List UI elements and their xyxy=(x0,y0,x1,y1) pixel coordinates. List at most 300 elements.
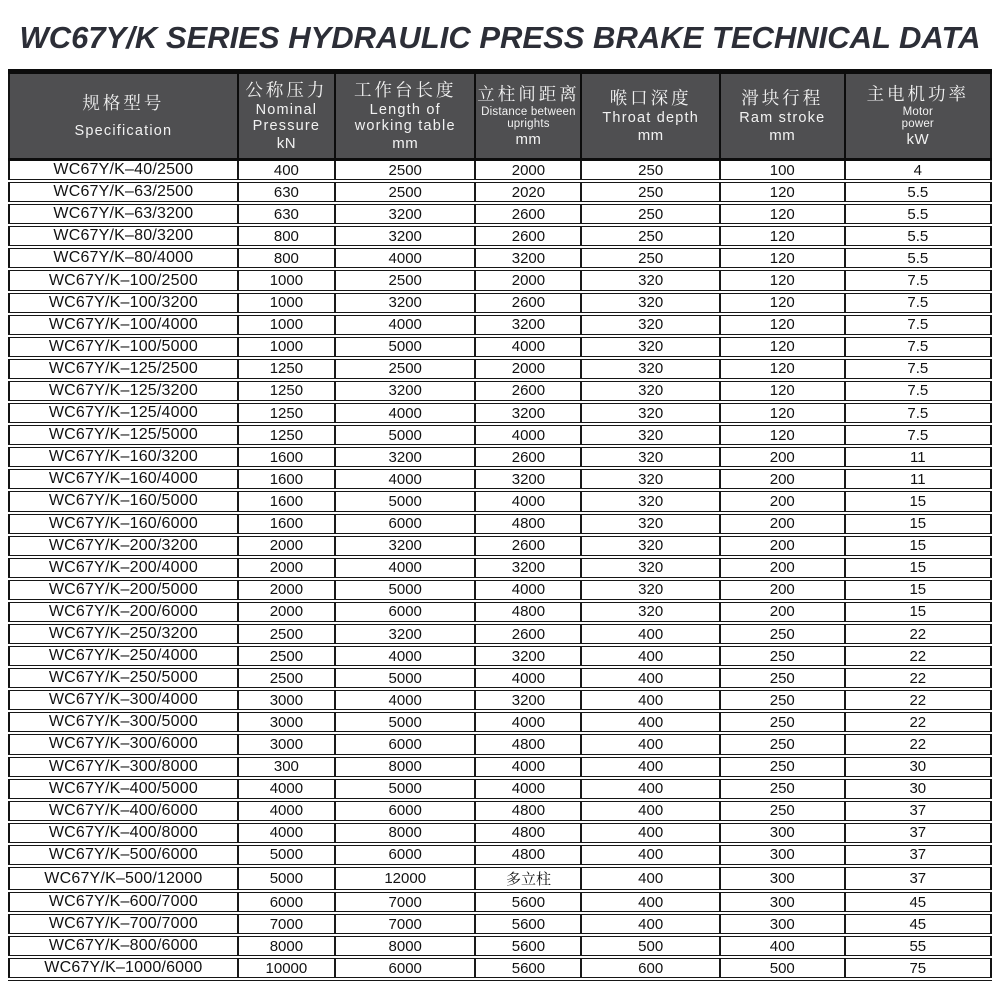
table-row xyxy=(9,446,991,468)
value-cell: 300 xyxy=(720,822,845,844)
table-row xyxy=(9,689,991,711)
value-cell: 1250 xyxy=(238,358,335,380)
value-cell: 400 xyxy=(238,160,335,182)
table-row xyxy=(9,822,991,844)
value-cell: 7000 xyxy=(335,891,475,913)
spec-cell: WC67Y/K–200/3200 xyxy=(9,535,238,557)
value-cell: 11 xyxy=(845,468,991,490)
column-header-0 xyxy=(9,72,238,160)
value-cell: 2600 xyxy=(475,380,581,402)
value-cell: 400 xyxy=(581,645,719,667)
table-row xyxy=(9,247,991,269)
value-cell: 5.5 xyxy=(845,247,991,269)
value-cell: 37 xyxy=(845,822,991,844)
column-header-6 xyxy=(845,72,991,160)
value-cell: 3000 xyxy=(238,711,335,733)
header-label-zh: 滑块行程 xyxy=(741,87,824,108)
value-cell: 200 xyxy=(720,468,845,490)
table-row xyxy=(9,513,991,535)
value-cell: 6000 xyxy=(335,513,475,535)
value-cell: 3200 xyxy=(335,446,475,468)
value-cell: 4800 xyxy=(475,844,581,866)
table-row xyxy=(9,358,991,380)
value-cell: 15 xyxy=(845,535,991,557)
value-cell: 30 xyxy=(845,756,991,778)
header-label-en: working table xyxy=(354,118,456,135)
value-cell: 7.5 xyxy=(845,380,991,402)
value-cell: 2020 xyxy=(475,181,581,203)
value-cell: 2500 xyxy=(238,645,335,667)
value-cell: 1600 xyxy=(238,490,335,512)
value-cell: 320 xyxy=(581,380,719,402)
table-row xyxy=(9,866,991,891)
value-cell: 320 xyxy=(581,557,719,579)
spec-cell: WC67Y/K–160/6000 xyxy=(9,513,238,535)
value-cell: 120 xyxy=(720,424,845,446)
value-cell: 200 xyxy=(720,535,845,557)
value-cell: 5.5 xyxy=(845,181,991,203)
value-cell: 120 xyxy=(720,247,845,269)
table-row xyxy=(9,535,991,557)
value-cell: 2600 xyxy=(475,446,581,468)
value-cell: 200 xyxy=(720,513,845,535)
value-cell: 250 xyxy=(720,778,845,800)
value-cell: 3200 xyxy=(335,535,475,557)
value-cell: 120 xyxy=(720,269,845,291)
spec-cell: WC67Y/K–63/2500 xyxy=(9,181,238,203)
value-cell: 2000 xyxy=(238,579,335,601)
value-cell: 250 xyxy=(720,756,845,778)
table-row xyxy=(9,203,991,225)
value-cell: 400 xyxy=(581,891,719,913)
value-cell: 2500 xyxy=(335,269,475,291)
spec-cell: WC67Y/K–200/5000 xyxy=(9,579,238,601)
value-cell: 5000 xyxy=(335,579,475,601)
value-cell: 320 xyxy=(581,269,719,291)
value-cell: 15 xyxy=(845,513,991,535)
value-cell: 7000 xyxy=(238,913,335,935)
value-cell: 320 xyxy=(581,468,719,490)
table-row xyxy=(9,181,991,203)
value-cell: 400 xyxy=(581,778,719,800)
header-unit: kN xyxy=(276,135,297,153)
value-cell: 3200 xyxy=(335,380,475,402)
header-label-en: Distance between xyxy=(481,105,576,118)
table-row xyxy=(9,711,991,733)
value-cell: 300 xyxy=(720,866,845,891)
value-cell: 120 xyxy=(720,225,845,247)
table-row xyxy=(9,336,991,358)
value-cell: 4000 xyxy=(335,247,475,269)
column-header-3 xyxy=(475,72,581,160)
value-cell: 2600 xyxy=(475,535,581,557)
value-cell: 400 xyxy=(581,667,719,689)
value-cell: 4000 xyxy=(238,778,335,800)
header-unit: mm xyxy=(392,135,419,153)
value-cell: 22 xyxy=(845,711,991,733)
spec-cell: WC67Y/K–600/7000 xyxy=(9,891,238,913)
header-label-zh: 规格型号 xyxy=(82,92,165,113)
value-cell: 7000 xyxy=(335,913,475,935)
header-label-zh: 工作台长度 xyxy=(353,79,457,100)
value-cell: 5600 xyxy=(475,891,581,913)
spec-cell: WC67Y/K–400/8000 xyxy=(9,822,238,844)
value-cell: 320 xyxy=(581,513,719,535)
value-cell: 8000 xyxy=(335,935,475,957)
header-unit: kW xyxy=(906,131,930,149)
value-cell: 22 xyxy=(845,733,991,755)
table-row xyxy=(9,468,991,490)
spec-cell: WC67Y/K–125/5000 xyxy=(9,424,238,446)
value-cell: 5600 xyxy=(475,957,581,979)
value-cell: 120 xyxy=(720,358,845,380)
value-cell: 3200 xyxy=(475,689,581,711)
value-cell: 320 xyxy=(581,446,719,468)
value-cell: 300 xyxy=(720,913,845,935)
value-cell: 1250 xyxy=(238,424,335,446)
spec-cell: WC67Y/K–125/4000 xyxy=(9,402,238,424)
value-cell: 320 xyxy=(581,336,719,358)
header-label-en: Nominal xyxy=(255,101,318,118)
value-cell: 250 xyxy=(720,645,845,667)
spec-cell: WC67Y/K–160/3200 xyxy=(9,446,238,468)
value-cell: 320 xyxy=(581,535,719,557)
value-cell: 1000 xyxy=(238,336,335,358)
value-cell: 15 xyxy=(845,579,991,601)
table-row xyxy=(9,424,991,446)
value-cell: 4000 xyxy=(335,314,475,336)
value-cell: 4000 xyxy=(335,689,475,711)
value-cell: 2500 xyxy=(238,667,335,689)
value-cell: 4000 xyxy=(335,557,475,579)
value-cell: 3200 xyxy=(475,247,581,269)
value-cell: 1000 xyxy=(238,269,335,291)
value-cell: 200 xyxy=(720,490,845,512)
technical-data-table xyxy=(8,69,992,981)
value-cell: 300 xyxy=(238,756,335,778)
value-cell: 2000 xyxy=(475,269,581,291)
value-cell: 250 xyxy=(720,800,845,822)
header-label-en: Ram stroke xyxy=(739,110,826,127)
table-row xyxy=(9,292,991,314)
value-cell: 400 xyxy=(720,935,845,957)
value-cell: 4000 xyxy=(475,579,581,601)
value-cell: 100 xyxy=(720,160,845,182)
value-cell: 400 xyxy=(581,844,719,866)
value-cell: 250 xyxy=(581,203,719,225)
value-cell: 3200 xyxy=(475,468,581,490)
value-cell: 320 xyxy=(581,402,719,424)
header-row xyxy=(9,72,991,160)
spec-cell: WC67Y/K–400/6000 xyxy=(9,800,238,822)
value-cell: 6000 xyxy=(335,800,475,822)
value-cell: 120 xyxy=(720,292,845,314)
value-cell: 11 xyxy=(845,446,991,468)
table-row xyxy=(9,579,991,601)
value-cell: 2600 xyxy=(475,225,581,247)
value-cell: 120 xyxy=(720,380,845,402)
value-cell: 400 xyxy=(581,689,719,711)
header-label-en: Pressure xyxy=(252,118,321,135)
value-cell: 600 xyxy=(581,957,719,979)
value-cell: 2600 xyxy=(475,292,581,314)
spec-cell: WC67Y/K–125/3200 xyxy=(9,380,238,402)
value-cell: 1600 xyxy=(238,468,335,490)
spec-cell: WC67Y/K–400/5000 xyxy=(9,778,238,800)
value-cell: 250 xyxy=(720,689,845,711)
value-cell: 4000 xyxy=(475,711,581,733)
header-label-en: Specification xyxy=(74,122,173,139)
value-cell: 250 xyxy=(581,160,719,182)
value-cell: 630 xyxy=(238,203,335,225)
spec-cell: WC67Y/K–200/6000 xyxy=(9,601,238,623)
table-row xyxy=(9,402,991,424)
value-cell: 22 xyxy=(845,689,991,711)
value-cell: 22 xyxy=(845,623,991,645)
value-cell: 500 xyxy=(581,935,719,957)
value-cell: 2600 xyxy=(475,203,581,225)
value-cell: 250 xyxy=(720,733,845,755)
table-row xyxy=(9,935,991,957)
value-cell: 7.5 xyxy=(845,336,991,358)
value-cell: 5000 xyxy=(238,866,335,891)
spec-cell: WC67Y/K–100/5000 xyxy=(9,336,238,358)
value-cell: 12000 xyxy=(335,866,475,891)
value-cell: 37 xyxy=(845,844,991,866)
value-cell: 4000 xyxy=(475,778,581,800)
spec-cell: WC67Y/K–125/2500 xyxy=(9,358,238,380)
header-unit: mm xyxy=(769,126,796,144)
spec-cell: WC67Y/K–160/5000 xyxy=(9,490,238,512)
value-cell: 7.5 xyxy=(845,269,991,291)
header-label-en: Throat depth xyxy=(602,110,699,127)
value-cell: 37 xyxy=(845,866,991,891)
spec-cell: WC67Y/K–200/4000 xyxy=(9,557,238,579)
column-header-1 xyxy=(238,72,335,160)
value-cell: 5000 xyxy=(335,778,475,800)
table-row xyxy=(9,557,991,579)
table-row xyxy=(9,913,991,935)
value-cell: 250 xyxy=(581,225,719,247)
value-cell: 400 xyxy=(581,711,719,733)
spec-cell: WC67Y/K–250/5000 xyxy=(9,667,238,689)
table-row xyxy=(9,957,991,979)
value-cell: 4000 xyxy=(238,800,335,822)
header-unit: mm xyxy=(515,131,542,149)
value-cell: 320 xyxy=(581,358,719,380)
spec-cell: WC67Y/K–80/3200 xyxy=(9,225,238,247)
value-cell: 15 xyxy=(845,557,991,579)
value-cell: 3200 xyxy=(335,292,475,314)
value-cell: 2500 xyxy=(335,358,475,380)
value-cell: 6000 xyxy=(335,601,475,623)
value-cell: 2000 xyxy=(475,358,581,380)
value-cell: 3200 xyxy=(475,314,581,336)
value-cell: 320 xyxy=(581,292,719,314)
table-body xyxy=(9,160,991,980)
spec-cell: WC67Y/K–250/3200 xyxy=(9,623,238,645)
table-row xyxy=(9,733,991,755)
value-cell: 7.5 xyxy=(845,314,991,336)
value-cell: 3200 xyxy=(335,225,475,247)
value-cell: 5600 xyxy=(475,935,581,957)
column-header-4 xyxy=(581,72,719,160)
value-cell: 4000 xyxy=(475,667,581,689)
value-cell: 400 xyxy=(581,913,719,935)
value-cell: 2000 xyxy=(475,160,581,182)
value-cell: 5000 xyxy=(335,336,475,358)
header-label-zh: 主电机功率 xyxy=(866,83,970,104)
value-cell: 120 xyxy=(720,402,845,424)
value-cell: 300 xyxy=(720,844,845,866)
value-cell: 3200 xyxy=(475,402,581,424)
value-cell: 1000 xyxy=(238,314,335,336)
value-cell: 5000 xyxy=(335,667,475,689)
table-row xyxy=(9,269,991,291)
value-cell: 4800 xyxy=(475,601,581,623)
value-cell: 400 xyxy=(581,800,719,822)
value-cell: 5.5 xyxy=(845,203,991,225)
value-cell: 3200 xyxy=(475,557,581,579)
value-cell: 4800 xyxy=(475,800,581,822)
header-label-zh: 立柱间距离 xyxy=(477,83,580,104)
table-row xyxy=(9,380,991,402)
spec-cell: WC67Y/K–300/5000 xyxy=(9,711,238,733)
table-header xyxy=(9,72,991,160)
spec-cell: WC67Y/K–800/6000 xyxy=(9,935,238,957)
table-row xyxy=(9,800,991,822)
value-cell: 4 xyxy=(845,160,991,182)
value-cell: 8000 xyxy=(335,822,475,844)
value-cell: 多立柱 xyxy=(475,866,581,891)
value-cell: 4000 xyxy=(475,490,581,512)
value-cell: 10000 xyxy=(238,957,335,979)
value-cell: 75 xyxy=(845,957,991,979)
value-cell: 200 xyxy=(720,557,845,579)
value-cell: 4000 xyxy=(238,822,335,844)
value-cell: 2500 xyxy=(335,160,475,182)
value-cell: 320 xyxy=(581,490,719,512)
table-row xyxy=(9,490,991,512)
value-cell: 200 xyxy=(720,579,845,601)
value-cell: 45 xyxy=(845,891,991,913)
value-cell: 320 xyxy=(581,601,719,623)
value-cell: 400 xyxy=(581,623,719,645)
value-cell: 320 xyxy=(581,314,719,336)
value-cell: 250 xyxy=(720,667,845,689)
table-row xyxy=(9,778,991,800)
spec-cell: WC67Y/K–250/4000 xyxy=(9,645,238,667)
table-row xyxy=(9,891,991,913)
value-cell: 250 xyxy=(720,711,845,733)
value-cell: 2500 xyxy=(335,181,475,203)
value-cell: 630 xyxy=(238,181,335,203)
spec-cell: WC67Y/K–100/2500 xyxy=(9,269,238,291)
value-cell: 5.5 xyxy=(845,225,991,247)
header-label-zh: 喉口深度 xyxy=(609,87,692,108)
value-cell: 15 xyxy=(845,601,991,623)
value-cell: 37 xyxy=(845,800,991,822)
value-cell: 22 xyxy=(845,645,991,667)
value-cell: 30 xyxy=(845,778,991,800)
spec-cell: WC67Y/K–300/8000 xyxy=(9,756,238,778)
value-cell: 3200 xyxy=(335,623,475,645)
value-cell: 5000 xyxy=(335,424,475,446)
value-cell: 7.5 xyxy=(845,358,991,380)
table-row xyxy=(9,314,991,336)
spec-cell: WC67Y/K–100/3200 xyxy=(9,292,238,314)
spec-cell: WC67Y/K–63/3200 xyxy=(9,203,238,225)
value-cell: 400 xyxy=(581,733,719,755)
value-cell: 3000 xyxy=(238,689,335,711)
value-cell: 4000 xyxy=(335,402,475,424)
value-cell: 4800 xyxy=(475,822,581,844)
spec-cell: WC67Y/K–700/7000 xyxy=(9,913,238,935)
spec-cell: WC67Y/K–1000/6000 xyxy=(9,957,238,979)
value-cell: 400 xyxy=(581,756,719,778)
value-cell: 1250 xyxy=(238,380,335,402)
value-cell: 1600 xyxy=(238,446,335,468)
value-cell: 4000 xyxy=(335,645,475,667)
value-cell: 6000 xyxy=(335,733,475,755)
value-cell: 4000 xyxy=(475,756,581,778)
page-title: WC67Y/K SERIES HYDRAULIC PRESS BRAKE TECHNICAL DATA xyxy=(19,20,981,55)
value-cell: 3200 xyxy=(335,203,475,225)
value-cell: 400 xyxy=(581,866,719,891)
header-unit: mm xyxy=(637,126,664,144)
value-cell: 320 xyxy=(581,424,719,446)
value-cell: 4800 xyxy=(475,733,581,755)
value-cell: 400 xyxy=(581,822,719,844)
column-header-5 xyxy=(720,72,845,160)
value-cell: 320 xyxy=(581,579,719,601)
value-cell: 1250 xyxy=(238,402,335,424)
value-cell: 250 xyxy=(581,181,719,203)
value-cell: 4000 xyxy=(335,468,475,490)
value-cell: 120 xyxy=(720,314,845,336)
value-cell: 2500 xyxy=(238,623,335,645)
table-row xyxy=(9,645,991,667)
value-cell: 200 xyxy=(720,601,845,623)
value-cell: 7.5 xyxy=(845,292,991,314)
value-cell: 800 xyxy=(238,247,335,269)
value-cell: 8000 xyxy=(238,935,335,957)
spec-cell: WC67Y/K–500/12000 xyxy=(9,866,238,891)
value-cell: 5600 xyxy=(475,913,581,935)
value-cell: 8000 xyxy=(335,756,475,778)
value-cell: 1000 xyxy=(238,292,335,314)
value-cell: 800 xyxy=(238,225,335,247)
table-row xyxy=(9,601,991,623)
value-cell: 120 xyxy=(720,181,845,203)
value-cell: 2000 xyxy=(238,557,335,579)
value-cell: 250 xyxy=(581,247,719,269)
value-cell: 15 xyxy=(845,490,991,512)
spec-cell: WC67Y/K–40/2500 xyxy=(9,160,238,182)
table-row xyxy=(9,623,991,645)
value-cell: 22 xyxy=(845,667,991,689)
value-cell: 3000 xyxy=(238,733,335,755)
value-cell: 120 xyxy=(720,203,845,225)
value-cell: 3200 xyxy=(475,645,581,667)
value-cell: 4000 xyxy=(475,424,581,446)
spec-cell: WC67Y/K–300/4000 xyxy=(9,689,238,711)
header-label-zh: 公称压力 xyxy=(245,79,328,100)
header-label-en: Length of xyxy=(369,101,441,118)
value-cell: 5000 xyxy=(335,711,475,733)
value-cell: 2000 xyxy=(238,601,335,623)
table-row xyxy=(9,225,991,247)
